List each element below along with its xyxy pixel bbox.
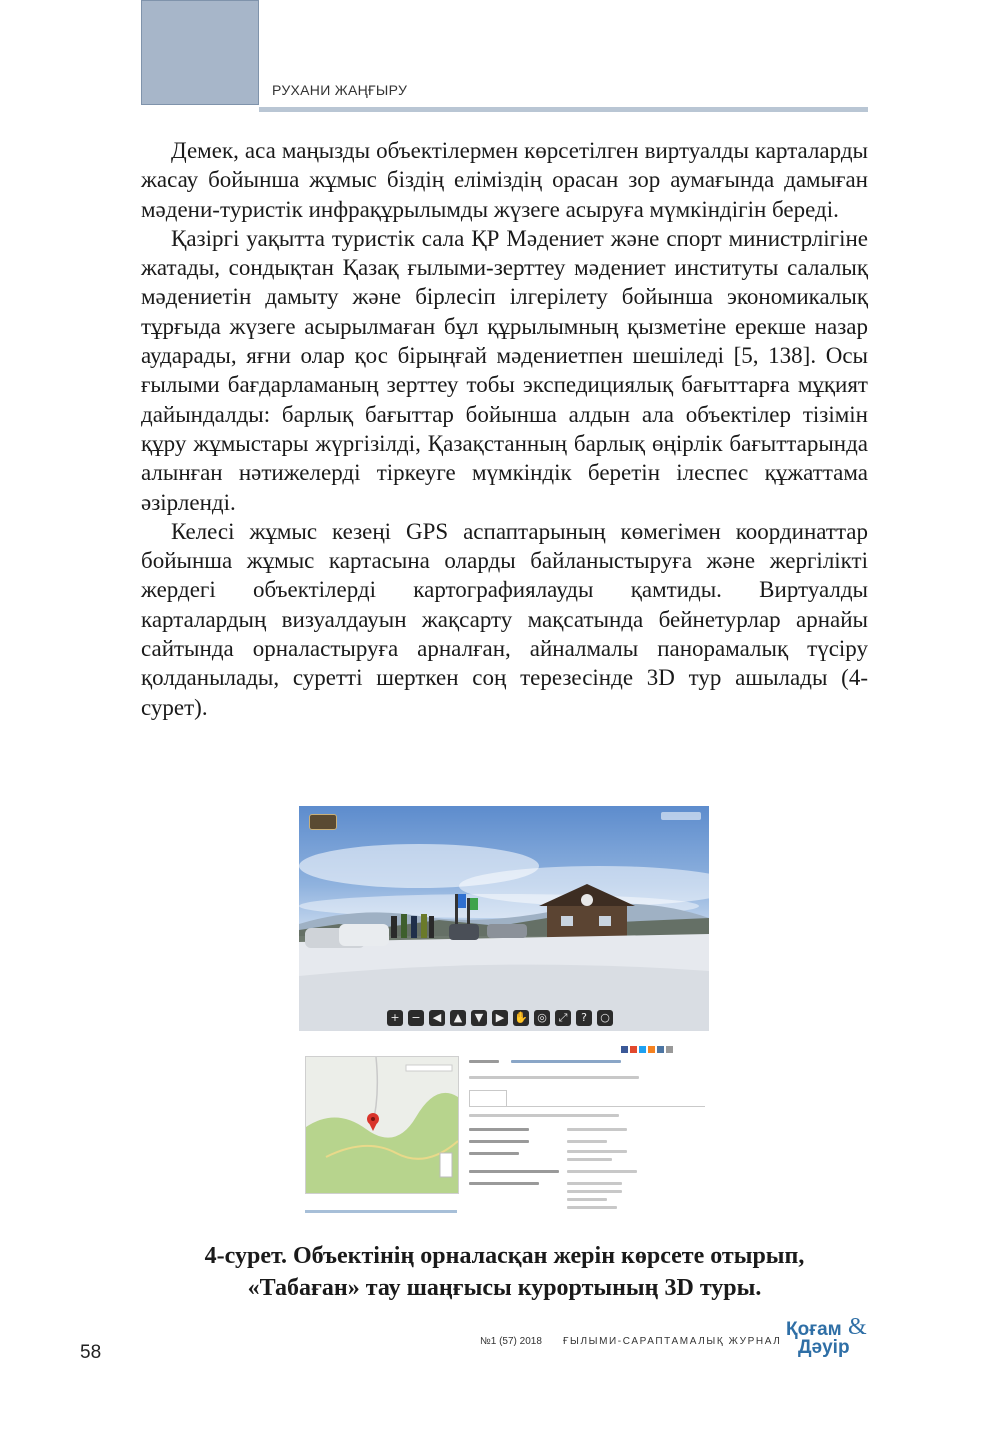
tab-divider (469, 1106, 705, 1107)
issue-number: №1 (57) 2018 (480, 1336, 542, 1347)
info-line (469, 1152, 519, 1155)
pan-left-button[interactable]: ◀ (429, 1010, 445, 1026)
share-icons (621, 1046, 673, 1053)
info-line (469, 1076, 639, 1079)
info-line (567, 1206, 617, 1209)
zoom-in-button[interactable]: + (387, 1010, 403, 1026)
mail-icon[interactable] (657, 1046, 664, 1053)
twitter-icon[interactable] (639, 1046, 646, 1053)
close-icon[interactable]: ○ (597, 1010, 613, 1026)
info-line (469, 1128, 529, 1131)
logo-ampersand: & (848, 1314, 867, 1340)
logo-line-2: Дәуір (798, 1337, 850, 1358)
paragraph-3: Келесі жұмыс кезеңі GPS аспаптарының көмегімен координаттар бойынша жұмыс картасына оларды байланыстыруға және жергілікті жердегі объектілерді картографиялауды қамтиды. Виртуалды карталардың визуалдауын жақсарту мақсатында бейнетурлар арнайы сайтында орналастыруға арналған, айналмалы панорамалық түсіру қолданылады, суретті шерткен соң терезесінде 3D тур ашылады (4-сурет). (141, 518, 868, 720)
pan-right-button[interactable]: ▶ (492, 1010, 508, 1026)
info-line (567, 1198, 607, 1201)
journal-logo (786, 1314, 876, 1360)
info-line (511, 1060, 621, 1063)
pan-down-button[interactable]: ▼ (471, 1010, 487, 1026)
facebook-icon[interactable] (621, 1046, 628, 1053)
help-icon[interactable]: ? (576, 1010, 592, 1026)
info-line (567, 1150, 627, 1153)
autorotate-icon[interactable]: ◎ (534, 1010, 550, 1026)
section-label: РУХАНИ ЖАҢҒЫРУ (272, 82, 408, 98)
journal-title: ҒЫЛЫМИ-САРАПТАМАЛЫҚ ЖУРНАЛ (563, 1336, 782, 1347)
hand-icon[interactable]: ✋ (514, 1011, 528, 1024)
location-map[interactable] (305, 1056, 459, 1194)
info-line (567, 1190, 622, 1193)
info-line (567, 1170, 637, 1173)
figure-3d-tour (299, 806, 709, 1216)
map-canvas (306, 1057, 458, 1193)
panorama-controls (387, 1009, 613, 1027)
corner-color-block (141, 0, 259, 105)
info-line (567, 1128, 627, 1131)
info-line (469, 1114, 619, 1117)
article-body (141, 136, 868, 722)
tab-description[interactable] (469, 1090, 507, 1107)
panorama-photo (299, 806, 709, 1031)
info-line (469, 1182, 539, 1185)
paragraph-1: Демек, аса маңызды объектілермен көрсетілген виртуалды карталарды жасау бойынша жұмыс біздің еліміздің орасан зор аумағында дамыған мәдени-туристік инфрақұрылымды жүзеге асыруға мүмкіндігін береді. (141, 138, 868, 222)
info-line (469, 1140, 529, 1143)
tour-logo-badge (309, 814, 337, 830)
zoom-out-button[interactable]: − (408, 1010, 424, 1026)
caption-line-2: «Табаған» тау шаңғысы курортының 3D туры. (247, 1275, 762, 1301)
ok-icon[interactable] (648, 1046, 655, 1053)
panorama-scene (299, 806, 709, 1031)
fullscreen-icon[interactable]: ⤢ (555, 1010, 571, 1026)
pan-up-button[interactable]: ▲ (450, 1010, 466, 1026)
logo-line-1: Қоғам (786, 1319, 842, 1340)
page-number: 58 (80, 1342, 102, 1363)
vk-icon[interactable] (630, 1046, 637, 1053)
paragraph-2: Қазіргі уақытта туристік сала ҚР Мәдениет және спорт министрлігіне жатады, сондықтан Қазақ ғылыми-зерттеу мәдениет институты салалық мәдениетін дамыту және бірлесіп ілгерілету бойынша экономикалық тұрғыда жүзеге асырылмаған бұл құрылымның қызметіне ерекше назар аударады, яғни олар қос бірыңғай мәдениетпен шешіледі [5, 138]. Осы ғылыми бағдарламаның зерттеу тобы экспедициялық бағыттарға мұқият дайындалды: барлық бағыттар бойынша алдын ала объектілер тізімін құру жұмыстары жүргізілді, Қазақстанның барлық өңірлік бағыттарында алынған нәтижелерді тіркеуге мүмкіндік беретін ілеспес құжаттама әзірленді. (141, 225, 868, 515)
object-info-panel (299, 1038, 709, 1216)
info-line (567, 1140, 607, 1143)
more-icon[interactable] (666, 1046, 673, 1053)
info-line (567, 1182, 622, 1185)
header-rule (259, 107, 868, 112)
info-line (567, 1158, 612, 1161)
info-line (469, 1170, 559, 1173)
info-line (469, 1060, 499, 1063)
tour-brand-mark (661, 812, 701, 820)
map-scroll-bar (305, 1210, 457, 1213)
caption-line-1: 4-сурет. Объектінің орналасқан жерін көрсете отырып, (204, 1243, 805, 1269)
figure-caption (141, 1240, 868, 1304)
